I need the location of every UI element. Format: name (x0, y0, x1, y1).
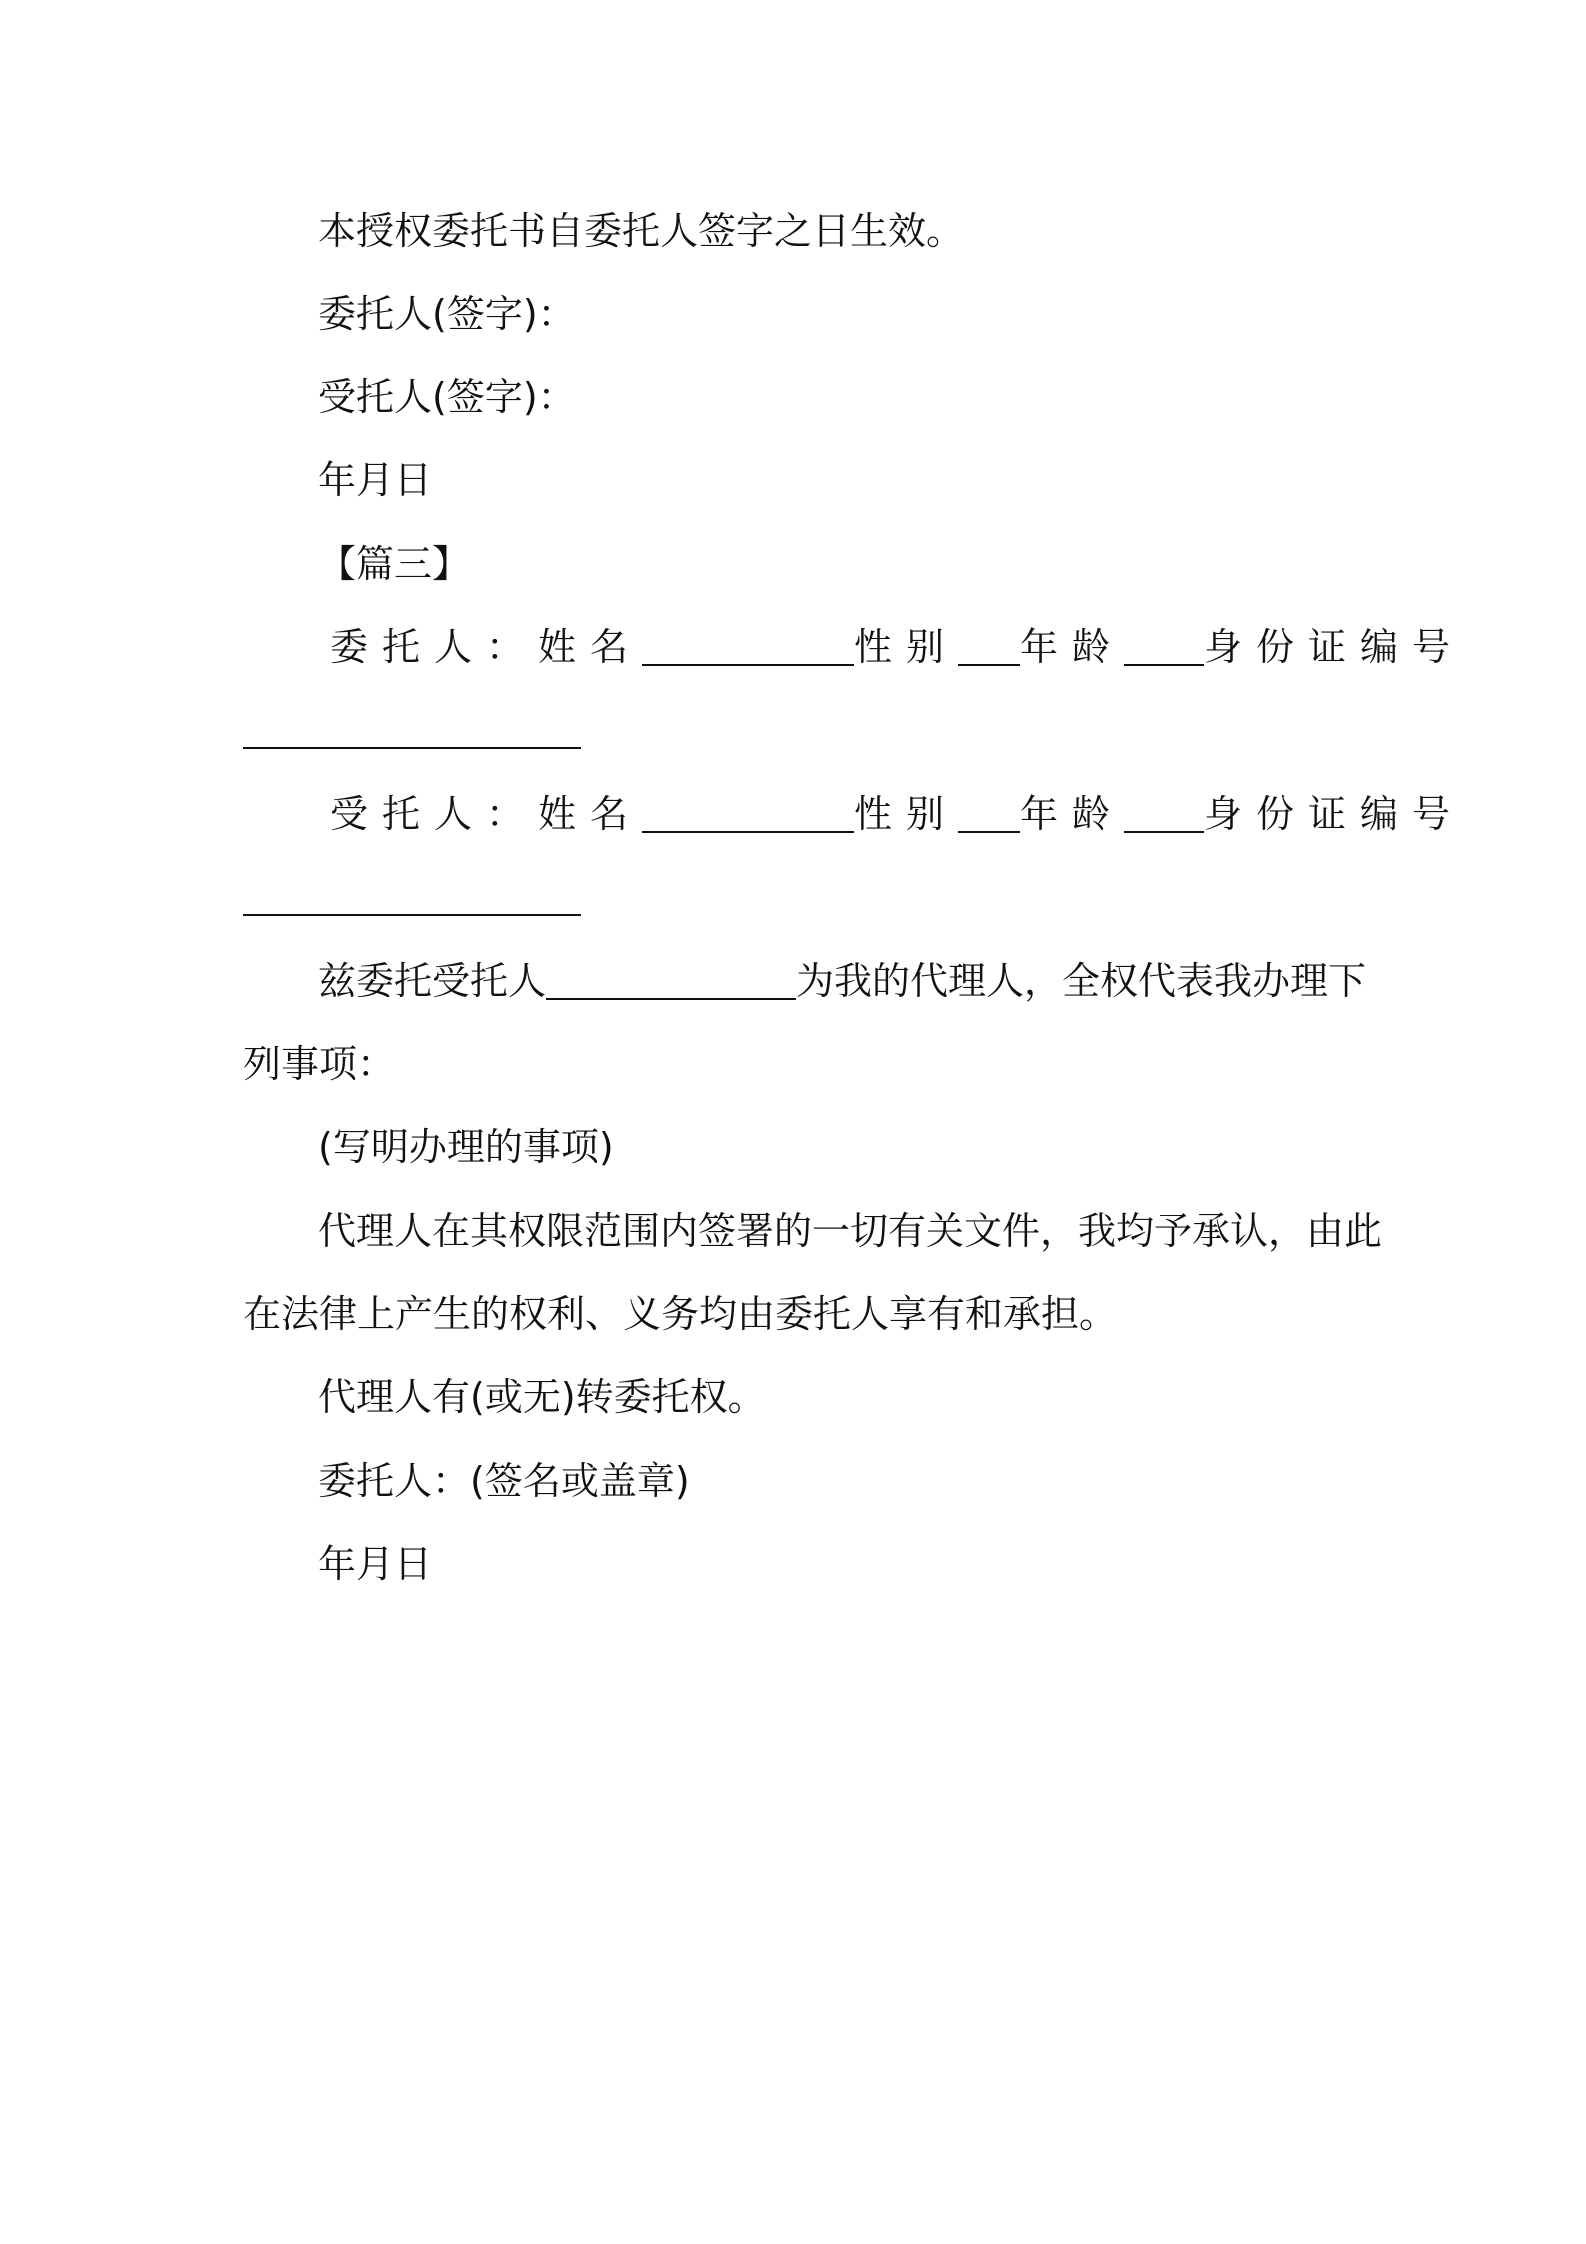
principal-info-line (330, 623, 1465, 671)
entrust-suffix: 为我的代理人，全权代表我办理下 (796, 959, 1367, 1003)
principal-signature-line: 委托人(签字)： (318, 292, 576, 336)
agent-info-line (330, 790, 1465, 838)
agent-age-blank (1124, 793, 1204, 833)
principal-name-blank (642, 626, 854, 666)
acknowledge-line-2: 在法律上产生的权利、义务均由委托人享有和承担。 (243, 1292, 1118, 1336)
agent-age-label: 年龄 (1020, 792, 1125, 836)
date-line-2: 年月日 (318, 1542, 433, 1586)
agent-name-blank (642, 793, 854, 833)
date-line: 年月日 (318, 458, 433, 502)
principal-name-label: 委托人：姓名 (330, 625, 643, 669)
agent-name-label: 受托人：姓名 (330, 792, 643, 836)
principal-id-label: 身份证编号 (1204, 625, 1465, 669)
sub-delegation-line: 代理人有(或无)转委托权。 (318, 1375, 766, 1419)
agent-id-label: 身份证编号 (1204, 792, 1465, 836)
principal-gender-label: 性别 (854, 625, 959, 669)
principal-age-blank (1124, 626, 1204, 666)
agent-id-line (243, 873, 1353, 921)
agent-gender-label: 性别 (854, 792, 959, 836)
agent-id-blank (243, 876, 581, 916)
entrust-continuation: 列事项： (243, 1042, 396, 1086)
principal-id-line (243, 706, 1353, 754)
entrust-agent-blank (546, 960, 796, 1000)
entrust-line (318, 957, 1367, 1005)
matters-line: (写明办理的事项) (318, 1125, 614, 1169)
principal-age-label: 年龄 (1020, 625, 1125, 669)
principal-seal-line: 委托人：(签名或盖章) (318, 1459, 690, 1503)
section-heading: 【篇三】 (318, 542, 471, 586)
acknowledge-line-1: 代理人在其权限范围内签署的一切有关文件，我均予承认，由此 (318, 1209, 1383, 1253)
entrust-prefix: 兹委托受托人 (318, 959, 547, 1003)
agent-gender-blank (958, 793, 1020, 833)
principal-gender-blank (958, 626, 1020, 666)
effective-clause: 本授权委托书自委托人签字之日生效。 (318, 209, 965, 253)
agent-signature-line: 受托人(签字)： (318, 375, 576, 419)
principal-id-blank (243, 709, 581, 749)
